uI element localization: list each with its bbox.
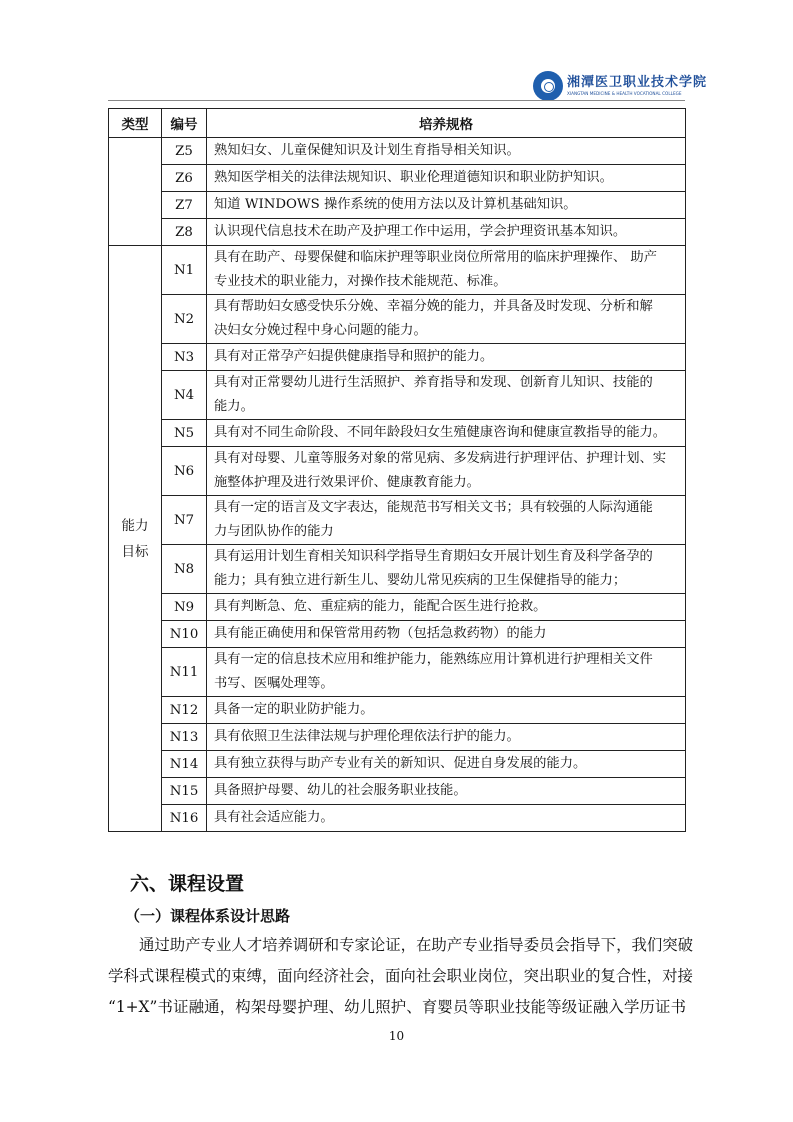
specification-line: 具有一定的语言及文字表达，能规范书写相关文书；具有较强的人际沟通能 (214, 500, 653, 515)
header-divider (108, 100, 685, 101)
paragraph-line: 学科式课程模式的束缚，面向经济社会，面向社会职业岗位，突出职业的复合性，对接 (108, 967, 693, 985)
table-row (109, 496, 686, 545)
paragraph-line: “1+X”书证融通，构架母婴护理、幼儿照护、育婴员等职业技能等级证融入学历证书 (108, 998, 686, 1016)
specification-cell (207, 371, 686, 420)
specification-cell (207, 420, 686, 447)
specification-line: 具有依照卫生法律法规与护理伦理依法行护的能力。 (214, 729, 520, 744)
specification-line: 知道 WINDOWS 操作系统的使用方法以及计算机基础知识。 (214, 197, 577, 212)
specification-line: 书写、医嘱处理等。 (214, 676, 334, 691)
specification-cell (207, 751, 686, 778)
specification-line: 具有帮助妇女感受快乐分娩、幸福分娩的能力，并具备及时发现、分析和解 (214, 299, 653, 314)
specification-line: 具有对正常孕产妇提供健康指导和照护的能力。 (214, 349, 494, 364)
code-cell: N14 (162, 751, 207, 778)
code-cell: N1 (162, 246, 207, 295)
specification-cell (207, 496, 686, 545)
specification-cell (207, 344, 686, 371)
table-row (109, 371, 686, 420)
training-specification-table (108, 108, 686, 832)
header-specification: 培养规格 (207, 109, 686, 138)
table-row (109, 295, 686, 344)
code-cell: N9 (162, 594, 207, 621)
page-number: 10 (388, 1029, 405, 1043)
specification-line: 具备一定的职业防护能力。 (214, 702, 374, 717)
code-cell: N16 (162, 805, 207, 832)
specification-cell (207, 165, 686, 192)
specification-cell (207, 219, 686, 246)
table-row (109, 246, 686, 295)
specification-cell (207, 648, 686, 697)
code-cell: N13 (162, 724, 207, 751)
code-cell: Z8 (162, 219, 207, 246)
specification-line: 具有独立获得与助产专业有关的新知识、促进自身发展的能力。 (214, 756, 587, 771)
paragraph-line: 通过助产专业人才培养调研和专家论证，在助产专业指导委员会指导下，我们突破 (139, 936, 694, 954)
code-cell: N10 (162, 621, 207, 648)
specification-line: 力与团队协作的能力 (214, 524, 334, 539)
specification-cell (207, 805, 686, 832)
specification-line: 具有对不同生命阶段、不同年龄段妇女生殖健康咨询和健康宣教指导的能力。 (214, 425, 667, 440)
table-row (109, 594, 686, 621)
college-seal-icon (533, 71, 563, 101)
logo-english-name: XIANGTAN MEDICINE & HEALTH VOCATIONAL COLLEGE (567, 91, 682, 96)
table-row (109, 219, 686, 246)
code-cell: N2 (162, 295, 207, 344)
table-row (109, 545, 686, 594)
specification-line: 熟知妇女、儿童保健知识及计划生育指导相关知识。 (214, 143, 520, 158)
code-cell: N5 (162, 420, 207, 447)
college-logo (533, 70, 708, 102)
specification-line: 能力。 (214, 399, 254, 414)
specification-line: 专业技术的职业能力，对操作技术能规范、标准。 (214, 274, 507, 289)
specification-line: 具有一定的信息技术应用和维护能力，能熟练应用计算机进行护理相关文件 (214, 652, 653, 667)
table-row (109, 344, 686, 371)
section-subtitle: （一）课程体系设计思路 (125, 907, 291, 925)
table-row (109, 648, 686, 697)
table-header-row (109, 109, 686, 138)
code-cell: Z5 (162, 138, 207, 165)
specification-cell (207, 594, 686, 621)
table-row (109, 724, 686, 751)
code-cell: Z6 (162, 165, 207, 192)
type-cell (109, 246, 162, 832)
table-row (109, 621, 686, 648)
code-cell: N3 (162, 344, 207, 371)
section-title: 六、课程设置 (130, 873, 245, 895)
table-row (109, 420, 686, 447)
specification-line: 具有对正常婴幼儿进行生活照护、养育指导和发现、创新育儿知识、技能的 (214, 375, 653, 390)
specification-cell (207, 447, 686, 496)
specification-cell (207, 138, 686, 165)
code-cell: N15 (162, 778, 207, 805)
specification-line: 能力；具有独立进行新生儿、婴幼儿常见疾病的卫生保健指导的能力； (214, 573, 627, 588)
table-row (109, 778, 686, 805)
specification-cell (207, 545, 686, 594)
body-paragraph (108, 930, 694, 1023)
header-type: 类型 (109, 109, 162, 138)
specification-cell (207, 778, 686, 805)
specification-line: 具有对母婴、儿童等服务对象的常见病、多发病进行护理评估、护理计划、实 (214, 451, 667, 466)
specification-line: 决妇女分娩过程中身心问题的能力。 (214, 323, 427, 338)
table-row (109, 805, 686, 832)
code-cell: N12 (162, 697, 207, 724)
table-row (109, 138, 686, 165)
specification-cell (207, 621, 686, 648)
specification-line: 具有判断急、危、重症病的能力，能配合医生进行抢救。 (214, 599, 547, 614)
specification-cell (207, 246, 686, 295)
specification-cell (207, 295, 686, 344)
code-cell: Z7 (162, 192, 207, 219)
type-label-line: 能力 (121, 517, 149, 534)
table-row (109, 447, 686, 496)
logo-chinese-name: 湘潭医卫职业技术学院 (567, 75, 708, 90)
code-cell: N6 (162, 447, 207, 496)
table-row (109, 751, 686, 778)
table-row (109, 697, 686, 724)
specification-line: 具备照护母婴、幼儿的社会服务职业技能。 (214, 783, 467, 798)
specification-line: 具有社会适应能力。 (214, 810, 334, 825)
specification-line: 施整体护理及进行效果评价、健康教育能力。 (214, 475, 480, 490)
specification-line: 具有在助产、母婴保健和临床护理等职业岗位所常用的临床护理操作、 助产 (214, 250, 658, 265)
specification-line: 熟知医学相关的法律法规知识、职业伦理道德知识和职业防护知识。 (214, 170, 613, 185)
specification-line: 具有运用计划生育相关知识科学指导生育期妇女开展计划生育及科学备孕的 (214, 549, 653, 564)
specification-cell (207, 697, 686, 724)
table-row (109, 192, 686, 219)
code-cell: N11 (162, 648, 207, 697)
table-row (109, 165, 686, 192)
header-code: 编号 (162, 109, 207, 138)
specification-cell (207, 724, 686, 751)
code-cell: N8 (162, 545, 207, 594)
specification-cell (207, 192, 686, 219)
code-cell: N4 (162, 371, 207, 420)
type-cell (109, 138, 162, 246)
specification-line: 认识现代信息技术在助产及护理工作中运用，学会护理资讯基本知识。 (214, 224, 627, 239)
type-label-line: 目标 (121, 543, 149, 560)
specification-line: 具有能正确使用和保管常用药物（包括急救药物）的能力 (214, 626, 547, 641)
code-cell: N7 (162, 496, 207, 545)
